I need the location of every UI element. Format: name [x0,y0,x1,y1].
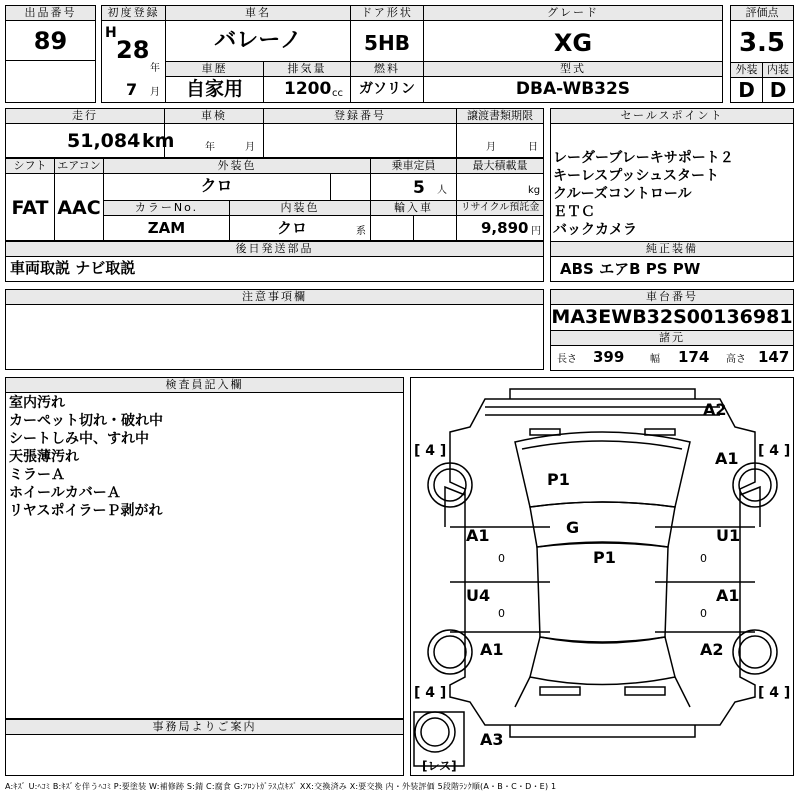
capacity: 5 [413,178,425,198]
int-grade-label: 内装 [762,62,794,78]
damage-mark: P1 [547,470,570,489]
inspector-line: 天張薄汚れ [9,449,79,465]
transfer-label: 譲渡書類期限 [456,108,544,124]
model-label: 型式 [423,61,723,77]
inspector-line: ホイールカバーＡ [9,485,121,501]
inspector-line: ミラーＡ [9,467,65,483]
zero-mark: 0 [700,552,707,565]
reg-year: 28 [116,36,150,64]
door-type: 5HB [364,31,410,55]
car-name-label: 車名 [165,5,351,21]
grade-label: グレード [423,5,723,21]
damage-mark: G [566,518,580,537]
windshield-outline [515,432,690,507]
color-no: ZAM [147,219,186,237]
damage-mark: A1 [466,526,490,545]
width-label: 幅 [650,354,660,365]
chassis-label: 車台番号 [550,289,794,305]
inspection-month-unit: 月 [245,142,255,153]
car-name: バレーノ [214,28,302,53]
history-label: 車歴 [165,61,264,77]
sales-point-item: クルーズコントロール [553,186,692,202]
history: 自家用 [185,78,243,100]
transfer-month-unit: 月 [486,142,496,153]
displacement: 1200 [284,79,332,99]
import-sub-box [413,215,457,241]
height-label: 高さ [726,354,746,365]
reg-no-box [263,123,457,158]
ac-label: エアコン [54,158,104,174]
inspector-line: カーペット切れ・破れ中 [9,413,163,429]
year-unit: 年 [150,63,160,74]
tire-depth-rl: [ 4 ] [414,685,447,701]
sales-point-item: バックカメラ [553,222,637,238]
spare-box [414,712,464,766]
later-parts: 車両取説 ナビ取説 [10,259,136,277]
color-no-label: カラーNo. [103,200,230,216]
transfer-day-unit: 日 [528,142,538,153]
damage-mark: A3 [480,730,504,749]
zero-mark: 0 [498,552,505,565]
capacity-label: 乗車定員 [370,158,457,174]
load-unit: kg [528,185,541,196]
height: 147 [758,348,790,366]
damage-mark: A1 [480,640,504,659]
chassis-number: MA3EWB32S00136981 [551,306,793,328]
load-label: 最大積載量 [456,158,544,174]
roof-outline [530,502,675,547]
model: DBA-WB32S [515,79,631,99]
zero-mark: 0 [498,607,505,620]
inspection-label: 車検 [164,108,264,124]
zero-mark: 0 [700,607,707,620]
interior-unit: 系 [356,226,366,237]
sales-points-label: セールスポイント [550,108,794,124]
length-label: 長さ [557,354,577,365]
damage-mark: A1 [715,449,739,468]
color: クロ [200,176,233,195]
fuel-label: 燃料 [350,61,424,77]
damage-mark: P1 [593,548,616,567]
inspector-line: シートしみ中、すれ中 [9,431,149,447]
office-label: 事務局よりご案内 [5,719,404,735]
color-label: 外装色 [103,158,371,174]
import-label: 輸入車 [370,200,457,216]
interior: クロ [276,219,307,237]
era: H [105,25,117,41]
mileage: 51,084 [67,130,141,152]
sales-point-item: ＥＴＣ [553,204,595,220]
recycle: 9,890 [481,219,529,237]
int-grade: D [769,78,787,102]
tire-depth-fr: [ 4 ] [758,443,791,459]
width: 174 [678,348,710,366]
door-label: ドア形状 [350,5,424,21]
inspection-year-unit: 年 [205,142,215,153]
dims-label: 諸元 [550,330,794,346]
score-label: 評価点 [730,5,794,21]
recycle-label: リサイクル預託金 [456,200,544,216]
reg-no-label: 登録番号 [263,108,457,124]
lot-blank [5,60,96,103]
cc-unit: cc [332,88,343,99]
sales-point-item: キーレスプッシュスタート [553,168,720,184]
later-parts-label: 後日発送部品 [5,241,544,257]
damage-mark: A1 [716,586,740,605]
mileage-unit: km [142,130,175,152]
ext-grade: D [738,78,755,102]
displacement-label: 排気量 [263,61,351,77]
notes-box [5,304,544,370]
car-diagram [410,377,794,776]
inspector-line: 室内汚れ [9,395,65,411]
tire-depth-fl: [ 4 ] [414,443,447,459]
damage-mark: U4 [466,586,491,605]
lot-label: 出品番号 [5,5,96,21]
recycle-unit: 円 [531,226,541,237]
tire-depth-rr: [ 4 ] [758,685,791,701]
lot-number: 89 [33,27,68,55]
interior-label: 内装色 [229,200,371,216]
fuel: ガソリン [359,81,415,97]
grade: XG [553,29,593,57]
office-box [5,734,404,776]
equipment: ABS エアB PS PW [560,260,701,278]
ext-grade-label: 外装 [730,62,763,78]
shift-label: シフト [5,158,55,174]
inspector-label: 検査員記入欄 [5,377,404,393]
mileage-label: 走行 [5,108,165,124]
sales-point-item: レーダーブレーキサポート２ [553,150,734,166]
notes-label: 注意事項欄 [5,289,544,305]
month-unit: 月 [150,87,160,98]
reg-month: 7 [126,80,138,99]
shift: FAT [11,197,49,219]
legend: A:ｷｽﾞ U:ﾍｺﾐ B:ｷｽﾞを伴うﾍｺﾐ P:要塗装 W:補修跡 S:錆 C:腐食 G:ﾌﾛﾝﾄｶﾞﾗｽ点ｷｽﾞ XX:交換済み X:要交換 内・外装評価 5段階ﾗﾝｸ順(A・B・C・D・E) 1 [5,782,557,791]
color-sub-box [330,173,371,201]
damage-mark: U1 [716,526,741,545]
damage-mark: A2 [700,640,724,659]
capacity-unit: 人 [437,185,447,196]
first-reg-label: 初度登録 [101,5,166,21]
spare-label: [レス] [422,759,457,773]
damage-mark: A2 [703,400,727,419]
score: 3.5 [738,28,786,58]
equipment-label: 純正装備 [550,241,794,257]
inspector-line: リヤスポイラーＰ剥がれ [9,503,163,519]
ac: AAC [57,197,101,219]
length: 399 [593,348,625,366]
